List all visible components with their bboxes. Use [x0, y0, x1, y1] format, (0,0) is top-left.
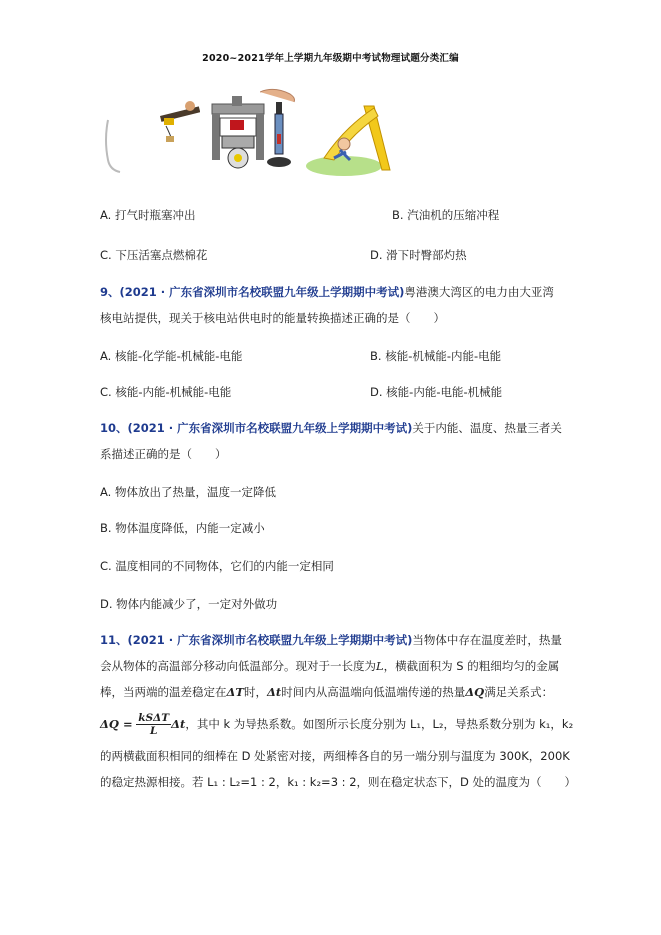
fire-piston-icon	[260, 84, 300, 180]
q9-stem-line2: 核电站提供，现关于核电站供电时的能量转换描述正确的是（ ）	[100, 311, 445, 325]
formula-denominator: L	[149, 725, 158, 737]
q10-stem-line2: 系描述正确的是（ ）	[100, 447, 227, 461]
q11-stem-line3	[100, 684, 553, 700]
q9-option-c: C. 核能-内能-机械能-电能	[100, 385, 232, 399]
symbol-delta-Q: ΔQ	[465, 685, 485, 699]
q10-source: (2021 · 广东省深圳市名校联盟九年级上学期期中考试)	[127, 421, 413, 435]
q9-text1: 粤港澳大湾区的电力由大亚湾	[404, 285, 554, 299]
q9-option-d: D. 核能-内能-电能-机械能	[370, 385, 503, 399]
formula-numerator: kSΔT	[138, 712, 170, 724]
q11-text1: 当物体中存在温度差时，热量	[412, 633, 562, 647]
q9-option-b: B. 核能-机械能-内能-电能	[370, 349, 502, 363]
q11-stem-line5: 的两横截面积相同的细棒在 D 处紧密对接，两细棒各自的另一端分别与温度为 300K，200K	[100, 749, 570, 763]
q10-option-c: C. 温度相同的不同物体，它们的内能一定相同	[100, 559, 334, 573]
q11-line3b: 时，	[243, 685, 267, 699]
q11-line3c: 时间内从高温端向低温端传递的热量	[281, 685, 466, 699]
symbol-delta-T: ΔT	[226, 685, 244, 699]
q10-option-b: B. 物体温度降低，内能一定减小	[100, 521, 265, 535]
symbol-L: L	[376, 659, 384, 673]
formula-delta-t: Δt	[171, 717, 186, 731]
q8-option-b: B. 汽油机的压缩冲程	[392, 208, 500, 222]
q9-option-a: A. 核能-化学能-机械能-电能	[100, 349, 243, 363]
q11-stem-line6: 的稳定热源相接。若 L₁ : L₂=1 : 2，k₁ : k₂=3 : 2，则在稳定状态下，D 处的温度为（ ）	[100, 775, 577, 789]
formula-tail: ，其中 k 为导热系数。如图所示长度分别为 L₁，L₂，导热系数分别为 k₁，k₂	[185, 717, 574, 731]
formula-lhs: ΔQ =	[100, 717, 133, 731]
q8-option-d: D. 滑下时臀部灼热	[370, 248, 467, 262]
formula-fraction	[136, 712, 171, 737]
page-header: 2020~2021学年上学期九年级期中考试物理试题分类汇编	[202, 53, 459, 64]
heat-conduction-formula	[100, 712, 573, 737]
q11-line2b: ，横截面积为 S 的粗细均匀的金属	[383, 659, 560, 673]
q10-text1: 关于内能、温度、热量三者关	[412, 421, 562, 435]
q11-number: 11、	[100, 633, 128, 647]
q11-line3a: 棒，当两端的温差稳定在	[100, 685, 227, 699]
q11-stem-line2	[100, 658, 559, 674]
q9-number: 9、	[100, 285, 120, 299]
q10-option-d: D. 物体内能减少了，一定对外做功	[100, 597, 278, 611]
q10-number: 10、	[100, 421, 128, 435]
symbol-delta-t: Δt	[266, 685, 282, 699]
q9-source: (2021 · 广东省深圳市名校联盟九年级上学期期中考试)	[119, 285, 405, 299]
q8-option-c: C. 下压活塞点燃棉花	[100, 248, 208, 262]
q11-source: (2021 · 广东省深圳市名校联盟九年级上学期期中考试)	[127, 633, 413, 647]
q11-line3d: 满足关系式：	[484, 685, 554, 699]
q10-stem-line1	[100, 420, 562, 436]
slide-child-icon	[304, 98, 394, 178]
q10-option-a: A. 物体放出了热量，温度一定降低	[100, 485, 276, 499]
q11-line2: 会从物体的高温部分移动向低温部分。现对于一长度为	[100, 659, 376, 673]
q9-stem-line1	[100, 284, 554, 300]
q8-option-a: A. 打气时瓶塞冲出	[100, 208, 196, 222]
q11-stem-line1	[100, 632, 562, 648]
pump-cork-icon	[100, 100, 200, 180]
